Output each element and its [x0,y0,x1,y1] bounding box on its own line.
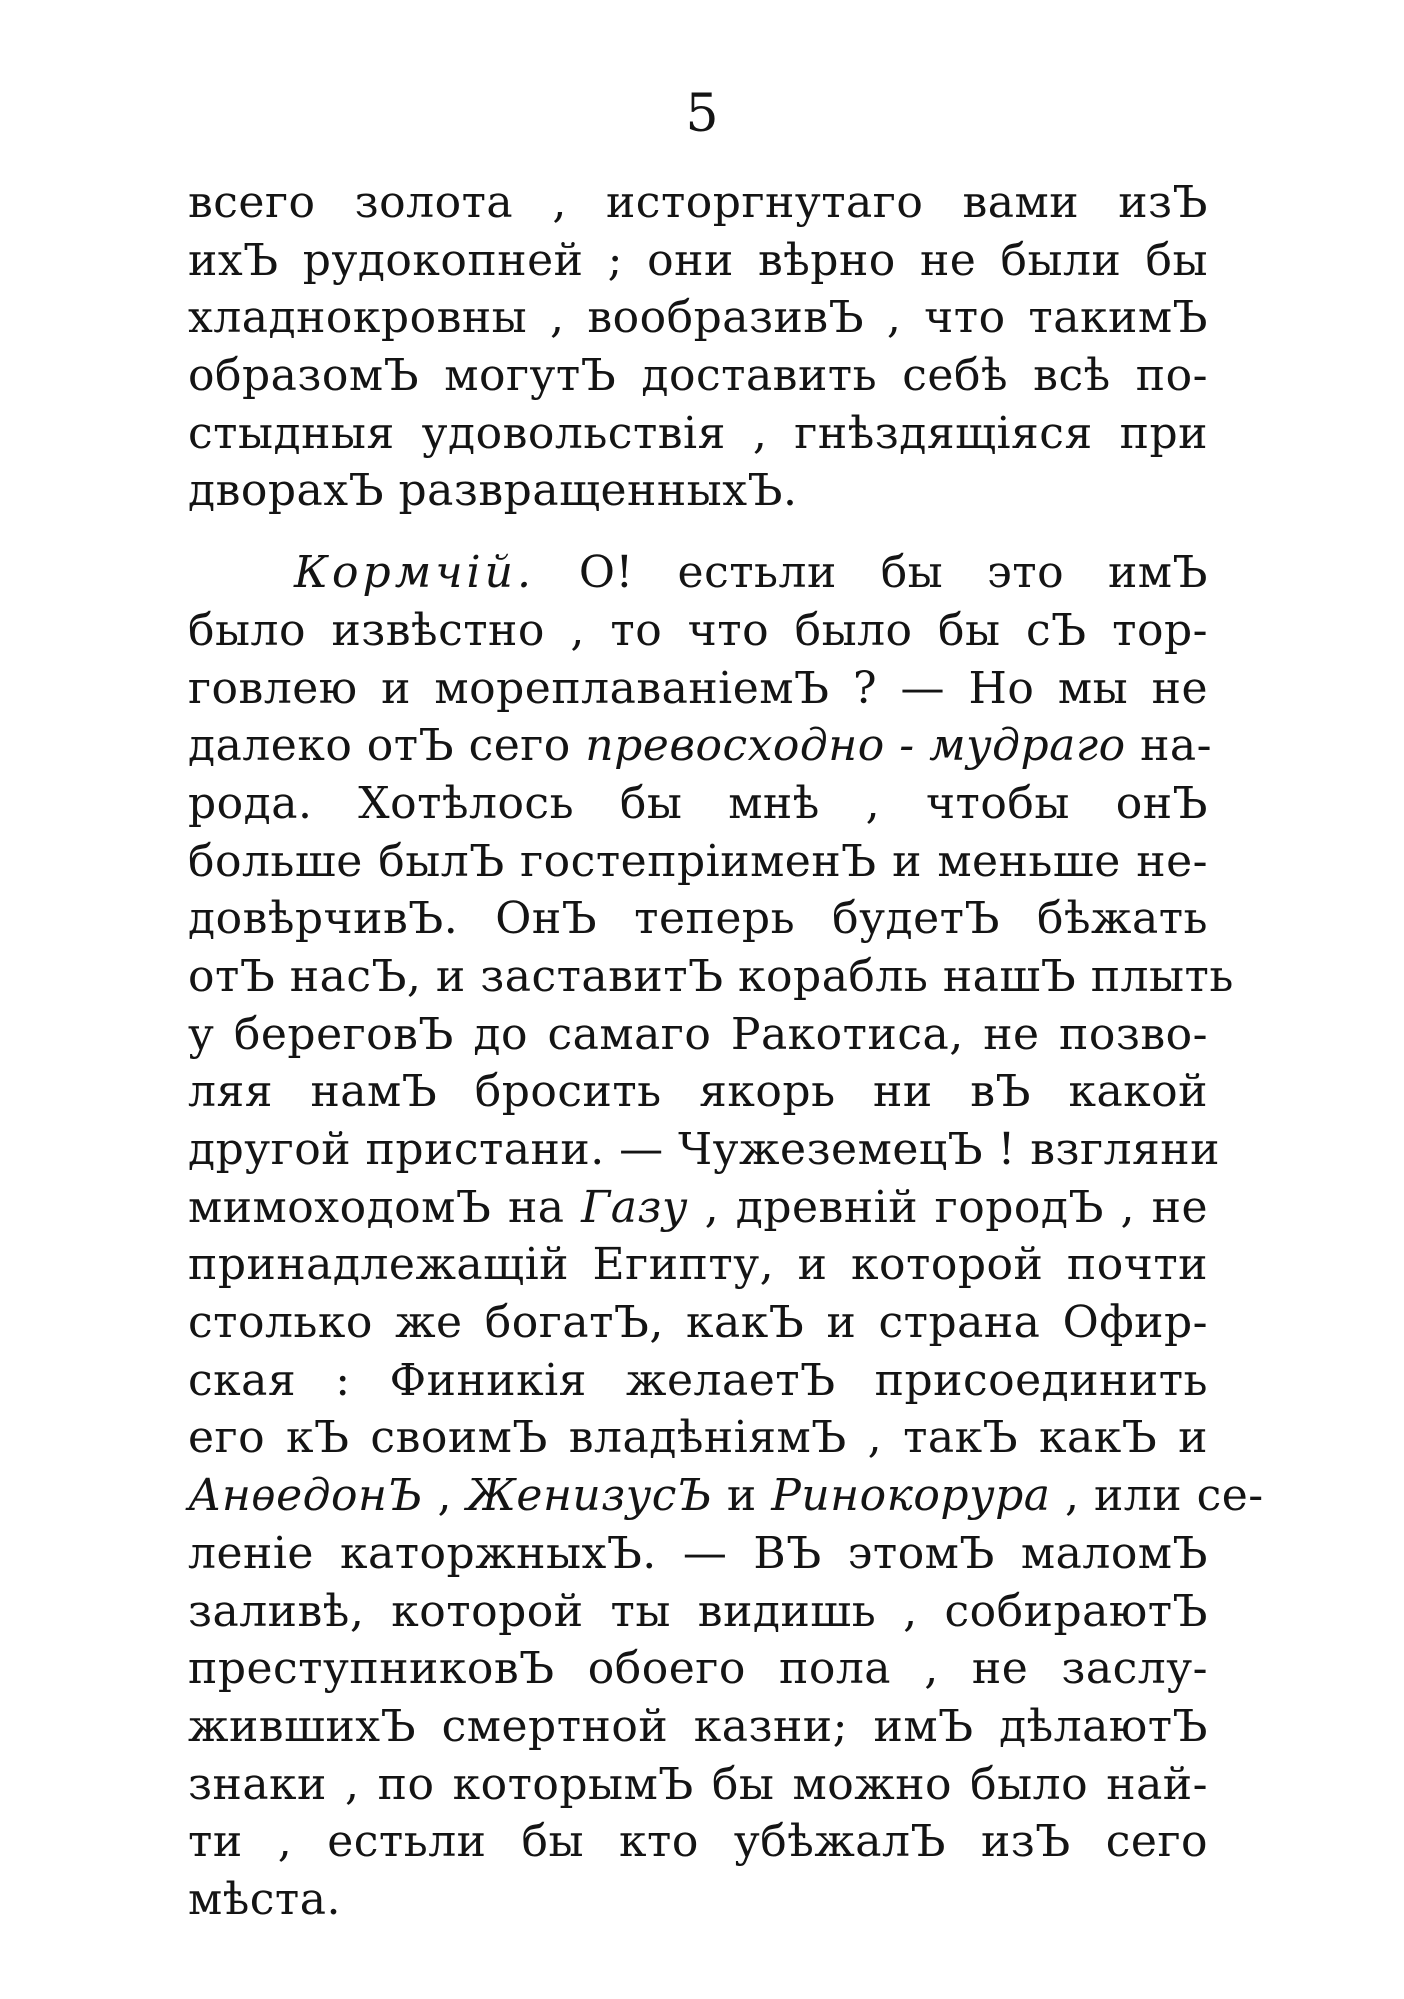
text-line: было извѣстно , то что было бы сЪ тор- [188,604,1208,656]
text-line: другой пристани. — ЧужеземецЪ ! взгляни [188,1124,1220,1175]
line-text: О! естьли бы это имЪ [578,547,1208,599]
text-line: знаки , по которымЪ бы можно было най- [188,1758,1208,1810]
text-line: дворахЪ развращенныхЪ. [188,465,798,517]
text-line: заливѣ, которой ты видишь , собираютЪ [188,1585,1208,1637]
text-line: мѣста. [188,1873,341,1925]
page-number: 5 [685,84,719,144]
text-line: рода. Хотѣлось бы мнѣ , чтобы онЪ [188,777,1208,829]
italic-phrase: превосходно - мудраго [585,720,1126,772]
line-text: , или се- [1065,1470,1264,1522]
line-text: , [437,1470,452,1522]
text-line: столько же богатЪ, какЪ и страна Офир- [188,1297,1208,1349]
text-line: стыдныя удовольствія , гнѣздящіяся при [188,407,1208,459]
text-line: ляя намЪ бросить якорь ни вЪ какой [188,1066,1208,1118]
text-line: у береговЪ до самаго Ракотиса, не позво- [188,1008,1208,1060]
text-line: его кЪ своимЪ владѣніямЪ , такЪ какЪ и [188,1412,1208,1464]
text-line: преступниковЪ обоего пола , не заслу- [188,1643,1208,1695]
place-name-rhinocorura: Ринокорура [771,1470,1051,1522]
text-line [188,544,1208,602]
line-text: и [726,1470,757,1522]
text-line: отЪ насЪ, и заставитЪ корабль нашЪ плыть [188,950,1234,1002]
text-line: хладнокровны , вообразивЪ , что такимЪ [188,292,1208,344]
place-name-anthedon: АнѳедонЪ [188,1470,423,1522]
line-text: на- [1140,720,1213,772]
text-line [188,1179,1208,1237]
place-name-gaza: Газу [581,1181,689,1233]
text-line: образомЪ могутЪ доставить себѣ всѣ по- [188,350,1208,402]
text-line: жившихЪ смертной казни; имЪ дѣлаютЪ [188,1700,1208,1752]
line-text: далеко отЪ сего [188,720,571,772]
text-line: леніе каторжныхЪ. — ВЪ этомЪ маломЪ [188,1527,1208,1579]
text-line: принадлежащій Египту, и которой почти [188,1239,1208,1291]
line-text: , древній городЪ , не [704,1181,1208,1233]
text-line: ская : Финикія желаетЪ присоединить [188,1354,1208,1406]
text-line: больше былЪ гостепріименЪ и меньше не- [188,835,1208,887]
place-name-jenysus: ЖенизусЪ [466,1470,713,1522]
text-line: всего золота , исторгнутаго вами изЪ [188,177,1208,228]
text-line [188,1467,1264,1525]
paragraph-gap [188,520,1208,544]
text-line: ихЪ рудокопней ; они вѣрно не были бы [188,234,1208,286]
line-text: мимоходомЪ на [188,1181,565,1233]
speaker-name: Кормчій. [294,547,535,599]
text-line [188,717,1213,775]
text-line: ти , естьли бы кто убѣжалЪ изЪ сего [188,1816,1208,1868]
text-line: говлею и мореплаваніемЪ ? — Но мы не [188,662,1208,714]
body-text [188,174,1264,1929]
text-line: довѣрчивЪ. ОнЪ теперь будетЪ бѣжать [188,893,1208,945]
